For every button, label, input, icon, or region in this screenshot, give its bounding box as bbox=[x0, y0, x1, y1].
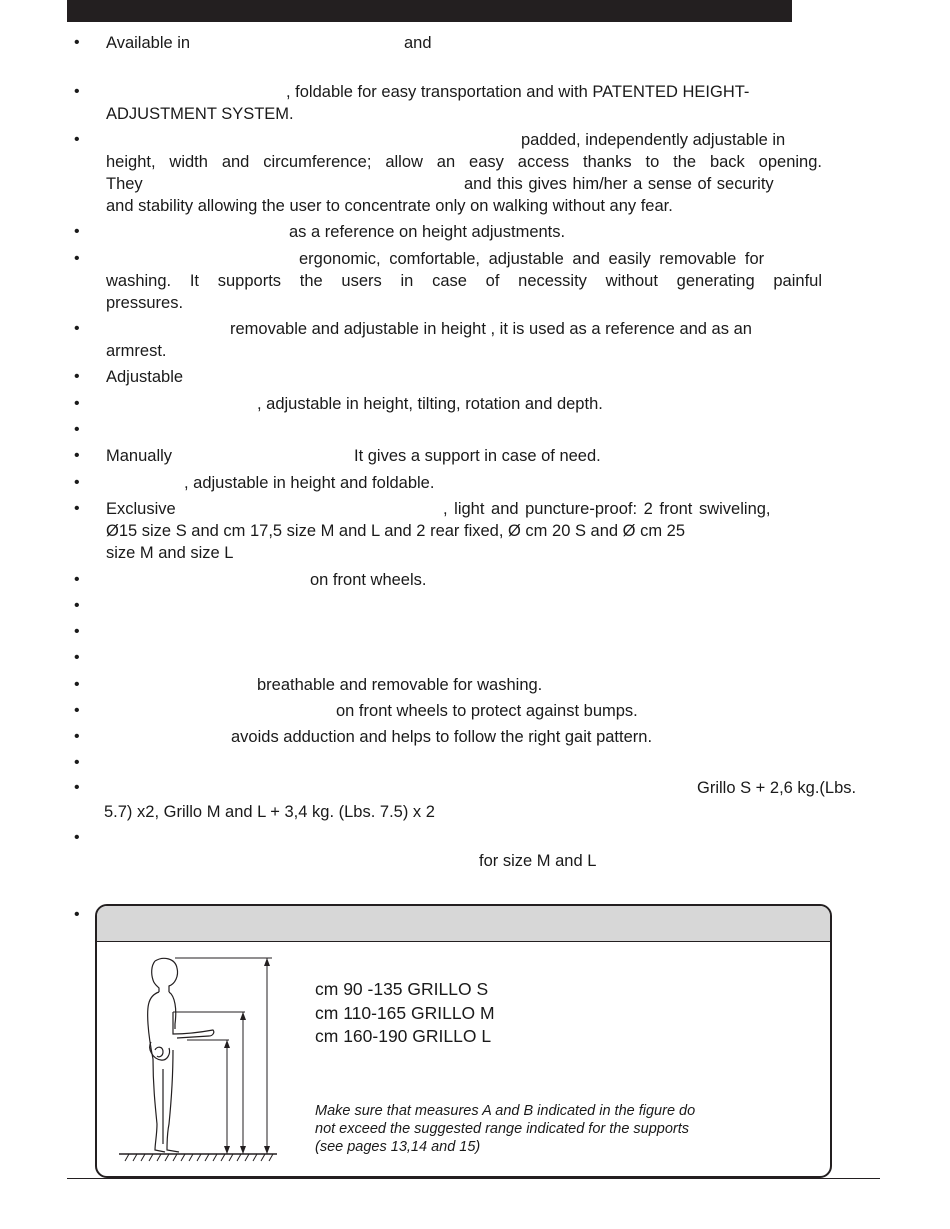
bullet-marker: • bbox=[74, 754, 80, 771]
feature-wheels-line3: size M and size L bbox=[106, 544, 234, 562]
measurement-note-line3: (see pages 13,14 and 15) bbox=[315, 1139, 481, 1155]
height-range-m: cm 110-165 GRILLO M bbox=[315, 1002, 495, 1023]
bullet-marker: • bbox=[74, 250, 80, 267]
height-range-l: cm 160-190 GRILLO L bbox=[315, 1026, 492, 1046]
header-bar bbox=[67, 0, 792, 22]
feature-bumpers: on front wheels to protect against bumps. bbox=[336, 702, 638, 720]
bullet-marker: • bbox=[74, 649, 80, 666]
bullet-marker: • bbox=[74, 728, 80, 745]
standing-person-measurement-figure-icon bbox=[117, 954, 287, 1169]
height-range-s: cm 90 -135 GRILLO S bbox=[315, 979, 489, 999]
bullet-marker: • bbox=[74, 623, 80, 640]
feature-foldable-height: , adjustable in height and foldable. bbox=[184, 474, 435, 492]
feature-ergonomic-line3: pressures. bbox=[106, 294, 184, 312]
bullet-marker: • bbox=[74, 474, 80, 491]
footer-rule bbox=[67, 1178, 880, 1179]
feature-manually: Manually bbox=[106, 447, 173, 465]
height-ranges bbox=[315, 978, 495, 1049]
measurement-note-line1: Make sure that measures A and B indicated in the figure do bbox=[315, 1103, 696, 1119]
bullet-marker: • bbox=[74, 34, 80, 51]
feature-manually-support: It gives a support in case of need. bbox=[354, 447, 601, 465]
feature-foldable-line1: , foldable for easy transportation and with PATENTED HEIGHT- bbox=[286, 83, 750, 101]
bullet-marker: • bbox=[74, 223, 80, 240]
measurement-note-line2: not exceed the suggested range indicated for the supports bbox=[315, 1121, 690, 1137]
bullet-marker: • bbox=[74, 571, 80, 588]
feature-exclusive: Exclusive bbox=[106, 500, 176, 518]
feature-breathable: breathable and removable for washing. bbox=[257, 676, 543, 694]
bullet-marker: • bbox=[74, 447, 80, 464]
height-range-box-header bbox=[97, 906, 830, 942]
bullet-marker: • bbox=[74, 829, 80, 846]
feature-adduction: avoids adduction and helps to follow the right gait pattern. bbox=[231, 728, 653, 746]
feature-weights-line1: Grillo S + 2,6 kg.(Lbs. bbox=[697, 779, 857, 797]
feature-wheels-line2: Ø15 size S and cm 17,5 size M and L and 2 rear fixed, Ø cm 20 S and Ø cm 25 bbox=[106, 522, 686, 540]
bullet-marker: • bbox=[74, 320, 80, 337]
feature-armrest-line1: removable and adjustable in height , it is used as a reference and as an bbox=[230, 320, 752, 338]
bullet-marker: • bbox=[74, 395, 80, 412]
feature-available-label: Available in bbox=[106, 34, 191, 52]
bullet-marker: • bbox=[74, 702, 80, 719]
feature-wheels-line1: , light and puncture-proof: 2 front swiveling, bbox=[443, 500, 771, 518]
feature-size-ml: for size M and L bbox=[479, 852, 597, 870]
feature-supports-line2: height, width and circumference; allow an easy access thanks to the back opening. bbox=[106, 153, 822, 171]
bullet-marker: • bbox=[74, 676, 80, 693]
feature-supports-line3: and this gives him/her a sense of security bbox=[464, 175, 774, 193]
bullet-marker: • bbox=[74, 597, 80, 614]
feature-available-and: and bbox=[404, 34, 432, 52]
feature-armrest-line2: armrest. bbox=[106, 342, 167, 360]
measurement-note bbox=[315, 1102, 735, 1156]
bullet-marker: • bbox=[74, 779, 80, 796]
bullet-marker: • bbox=[74, 131, 80, 148]
feature-front-wheels: on front wheels. bbox=[310, 571, 427, 589]
feature-tilting: , adjustable in height, tilting, rotation and depth. bbox=[257, 395, 603, 413]
bullet-marker: • bbox=[74, 368, 80, 385]
feature-foldable-line2: ADJUSTMENT SYSTEM. bbox=[106, 105, 294, 123]
bullet-marker: • bbox=[74, 906, 80, 923]
bullet-marker: • bbox=[74, 83, 80, 100]
feature-supports-they: They bbox=[106, 175, 143, 193]
feature-supports-line1: padded, independently adjustable in bbox=[521, 131, 786, 149]
feature-supports-line4: and stability allowing the user to concentrate only on walking without any fear. bbox=[106, 197, 673, 215]
feature-reference: as a reference on height adjustments. bbox=[289, 223, 566, 241]
feature-adjustable: Adjustable bbox=[106, 368, 184, 386]
bullet-marker: • bbox=[74, 421, 80, 438]
bullet-marker: • bbox=[74, 500, 80, 517]
feature-ergonomic-line1: ergonomic, comfortable, adjustable and easily removable for bbox=[299, 250, 765, 268]
feature-ergonomic-line2: washing. It supports the users in case of necessity without generating painful bbox=[106, 272, 822, 290]
height-range-box bbox=[95, 904, 832, 1178]
feature-weights-line2: 5.7) x2, Grillo M and L + 3,4 kg. (Lbs. 7.5) x 2 bbox=[104, 803, 435, 821]
